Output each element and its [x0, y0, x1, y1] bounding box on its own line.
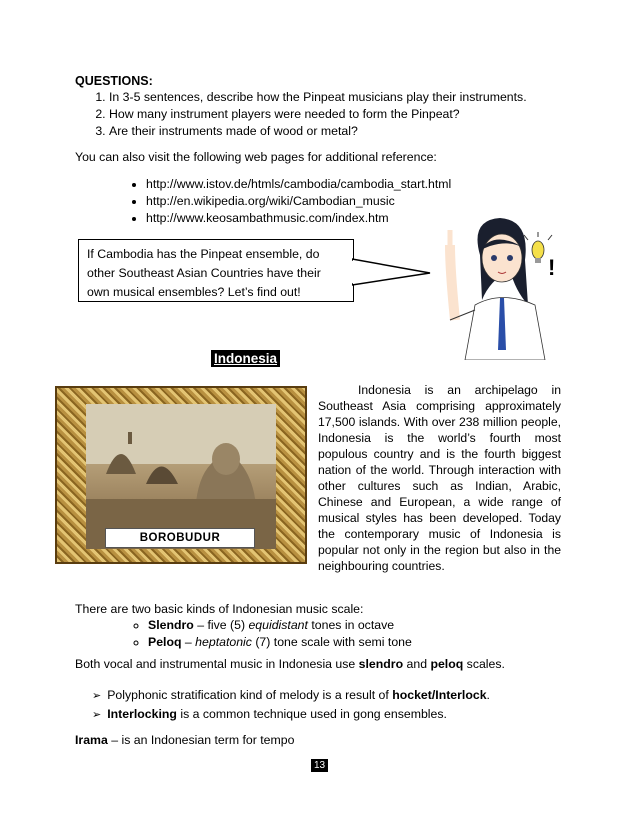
- indonesia-paragraph: [318, 382, 561, 574]
- reference-intro: You can also visit the following web pages for additional reference:: [75, 150, 437, 164]
- arrow-bullet-item: ➢ Interlocking is a common technique used in gong ensembles.: [92, 705, 490, 724]
- questions-heading: QUESTIONS:: [75, 74, 153, 88]
- page-number: 13: [311, 759, 328, 772]
- reference-link[interactable]: • http://www.istov.de/htmls/cambodia/cambodia_start.html: [146, 176, 451, 193]
- scales-list: [134, 617, 412, 651]
- both-scales-sentence: Both vocal and instrumental music in Indonesia use slendro and peloq scales.: [75, 657, 505, 671]
- irama-definition: Irama – is an Indonesian term for tempo: [75, 733, 295, 747]
- bubble-line: If Cambodia has the Pinpeat ensemble, do: [87, 247, 320, 261]
- reference-links: [128, 176, 451, 227]
- reference-link[interactable]: • http://en.wikipedia.org/wiki/Cambodian_music: [146, 193, 451, 210]
- question-item: 1. In 3-5 sentences, describe how the Pinpeat musicians play their instruments.: [109, 89, 527, 106]
- arrow-bullets: [92, 686, 490, 724]
- questions-list: [75, 89, 527, 140]
- indonesia-title: Indonesia: [211, 350, 280, 367]
- girl-illustration-icon: [420, 210, 580, 360]
- scales-intro: There are two basic kinds of Indonesian music scale:: [75, 602, 364, 616]
- question-item: 2. How many instrument players were needed to form the Pinpeat?: [109, 106, 527, 123]
- photo-caption: BOROBUDUR: [105, 528, 255, 548]
- scale-item: ◦ Slendro – five (5) equidistant tones in octave: [148, 617, 412, 634]
- svg-text:!: !: [548, 255, 556, 280]
- reference-link[interactable]: • http://www.keosambathmusic.com/index.htm: [146, 210, 451, 227]
- question-item: 3. Are their instruments made of wood or metal?: [109, 123, 527, 140]
- speech-bubble: [78, 239, 354, 302]
- arrow-bullet-item: ➢ Polyphonic stratification kind of melody is a result of hocket/Interlock.: [92, 686, 490, 705]
- indonesia-paragraph-text: Indonesia is an archipelago in Southeast Asia comprising approximately 17,500 islands. With over 238 million people, Indonesia is the world’s fourth most populous country and is the fourth biggest nation of the world. Through interaction with other cultures such as Indian, Arabic, Chinese and European, a wide range of musical styles has been developed. Today the contemporary music of Indonesia is popular not only in the region but also in the neighbouring countries.: [318, 383, 561, 573]
- scale-item: ◦ Peloq – heptatonic (7) tone scale with semi tone: [148, 634, 412, 651]
- bubble-line: other Southeast Asian Countries have their: [87, 266, 321, 280]
- bubble-line: own musical ensembles? Let’s find out!: [87, 285, 301, 299]
